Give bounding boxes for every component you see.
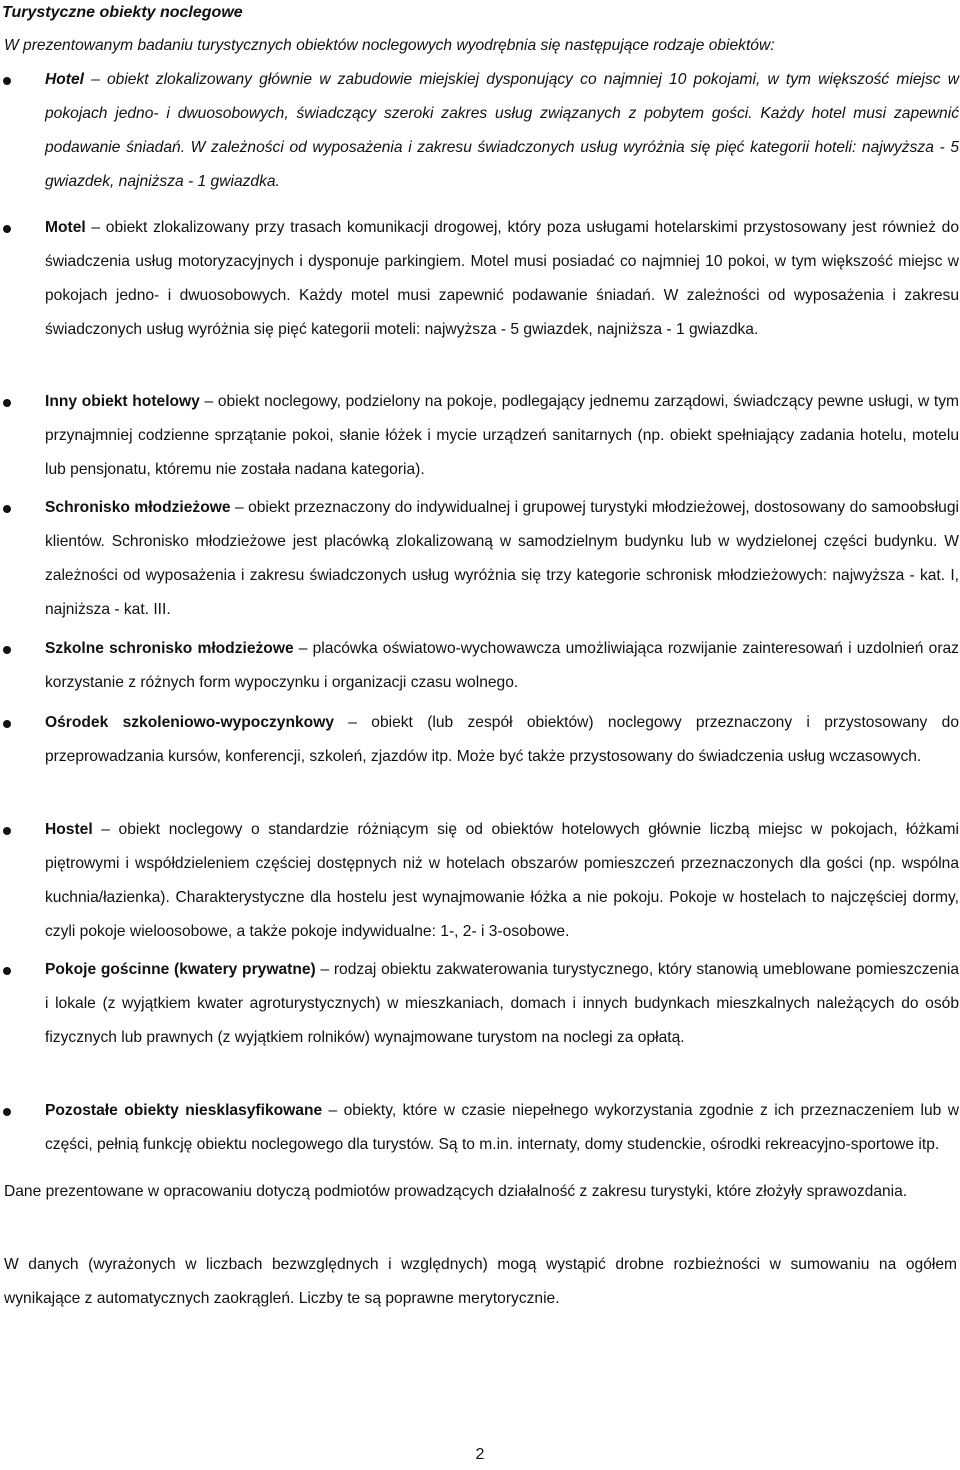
term-description: – obiekty, które w czasie niepełnego wykorzystania zgodnie z ich przeznaczeniem lub w części, pełnią funkcję obiektu noclegowego dla turystów. Są to m.in. internaty, domy studenckie, ośrodki rekreacyjno-sportowe itp. <box>45 1102 959 1153</box>
list-item-osrodek <box>0 706 960 774</box>
term-osrodek: Ośrodek szkoleniowo-wypoczynkowy <box>45 714 334 731</box>
term-hostel: Hostel <box>45 821 93 838</box>
section-heading: Turystyczne obiekty noclegowe <box>2 4 243 21</box>
term-description: – obiekt noclegowy, podzielony na pokoje, podlegający jednemu zarządowi, świadczący pewne usługi, w tym przynajmniej codzienne sprzątanie pokoi, słanie łóżek i mycie urządzeń sanitarnych (np. obiekt spełniający zadania hotelu, motelu lub pensjonatu, któremu nie została nadana kategoria). <box>45 393 960 478</box>
bullet-icon <box>3 827 11 835</box>
term-szkolne-schronisko: Szkolne schronisko młodzieżowe <box>45 640 294 657</box>
bullet-icon <box>3 646 11 654</box>
term-description: – obiekt przeznaczony do indywidualnej i grupowej turystyki młodzieżowej, dostosowany do samoobsługi klientów. Schronisko młodzieżowe jest placówką zlokalizowaną w samodzielnym budynku lub w wydzielonej części budynku. W zależności od wyposażenia i zakresu świadczonych usług wyróżnia się trzy kategorie schronisk młodzieżowych: najwyższa - kat. I, najniższa - kat. III. <box>45 499 959 618</box>
term-description: – obiekt (lub zespół obiektów) noclegowy przeznaczony i przystosowany do przeprowadzania kursów, konferencji, szkoleń, zjazdów itp. Może być także przystosowany do świadczenia usług wczasowych. <box>45 714 959 765</box>
bullet-icon <box>3 1108 11 1116</box>
term-inny-obiekt: Inny obiekt hotelowy <box>45 393 200 410</box>
note-paragraph: Dane prezentowane w opracowaniu dotyczą podmiotów prowadzących działalność z zakresu turystyki, które złożyły sprawozdania. <box>4 1183 908 1200</box>
term-hotel: Hotel <box>45 71 84 88</box>
list-item-inny-obiekt-hotelowy <box>0 385 960 487</box>
term-description: – placówka oświatowo-wychowawcza umożliwiająca rozwijanie zainteresowań i uzdolnień oraz korzystanie z różnych form wypoczynku i organizacji czasu wolnego. <box>45 640 959 691</box>
bullet-icon <box>3 399 11 407</box>
page-number: 2 <box>475 1446 485 1463</box>
term-description: – obiekt zlokalizowany głównie w zabudowie miejskiej dysponujący co najmniej 10 pokojami, w tym większość miejsc w pokojach jedno- i dwuosobowych, świadczący szeroki zakres usług związanych z pobytem gości. Każdy hotel musi zapewnić podawanie śniadań. W zależności od wyposażenia i zakresu świadczonych usług wyróżnia się pięć kategorii hoteli: najwyższa - 5 gwiazdek, najniższa - 1 gwiazdka. <box>45 71 959 190</box>
term-pozostale: Pozostałe obiekty niesklasyfikowane <box>45 1102 323 1119</box>
bullet-icon <box>3 505 11 513</box>
term-motel: Motel <box>45 219 86 236</box>
term-description: – obiekt zlokalizowany przy trasach komunikacji drogowej, który poza usługami hotelarskimi przystosowany jest również do świadczenia usług motoryzacyjnych i dysponuje parkingiem. Motel musi posiadać co najmniej 10 pokoi, w tym większość miejsc w pokojach jedno- i dwuosobowych. Każdy motel musi zapewnić podawanie śniadań. W zależności od wyposażenia i zakresu świadczonych usług wyróżnia się pięć kategorii moteli: najwyższa - 5 gwiazdek, najniższa - 1 gwiazdka. <box>45 219 959 338</box>
list-item-hotel <box>0 63 960 199</box>
term-schronisko: Schronisko młodzieżowe <box>45 499 231 516</box>
list-item-hostel <box>0 813 960 949</box>
term-description: – obiekt noclegowy o standardzie różniącym się od obiektów hotelowych głównie liczbą miejsc w pokojach, łóżkami piętrowymi i współdzieleniem częściej dostępnych niż w hotelach obszarów pomieszczeń przeznaczonych dla gości (np. wspólna kuchnia/łazienka). Charakterystyczne dla hostelu jest wynajmowanie łóżka a nie pokoju. Pokoje w hostelach to najczęściej dormy, czyli pokoje wieloosobowe, a także pokoje indywidualne: 1-, 2- i 3-osobowe. <box>45 821 959 940</box>
bullet-icon <box>3 967 11 975</box>
list-item-pozostale <box>0 1094 960 1162</box>
list-item-pokoje-goscinne <box>0 953 960 1055</box>
term-description: – rodzaj obiektu zakwaterowania turystycznego, który stanowią umeblowane pomieszczenia i lokale (z wyjątkiem kwater agroturystycznych) w mieszkaniach, domach i innych budynkach mieszkalnych należących do osób fizycznych lub prawnych (z wyjątkiem rolników) wynajmowane turystom na noclegi za opłatą. <box>45 961 959 1046</box>
term-pokoje-goscinne: Pokoje gościnne (kwatery prywatne) <box>45 961 316 978</box>
list-item-schronisko <box>0 491 960 627</box>
bullet-icon <box>3 77 11 85</box>
bullet-icon <box>3 720 11 728</box>
list-item-szkolne-schronisko <box>0 632 960 700</box>
note-paragraph: W danych (wyrażonych w liczbach bezwzględnych i względnych) mogą wystąpić drobne rozbieżności w sumowaniu na ogółem wynikające z automatycznych zaokrągleń. Liczby te są poprawne merytorycznie. <box>4 1256 957 1307</box>
bullet-icon <box>3 225 11 233</box>
intro-paragraph: W prezentowanym badaniu turystycznych obiektów noclegowych wyodrębnia się następujące rodzaje obiektów: <box>4 37 775 54</box>
list-item-motel <box>0 211 960 347</box>
